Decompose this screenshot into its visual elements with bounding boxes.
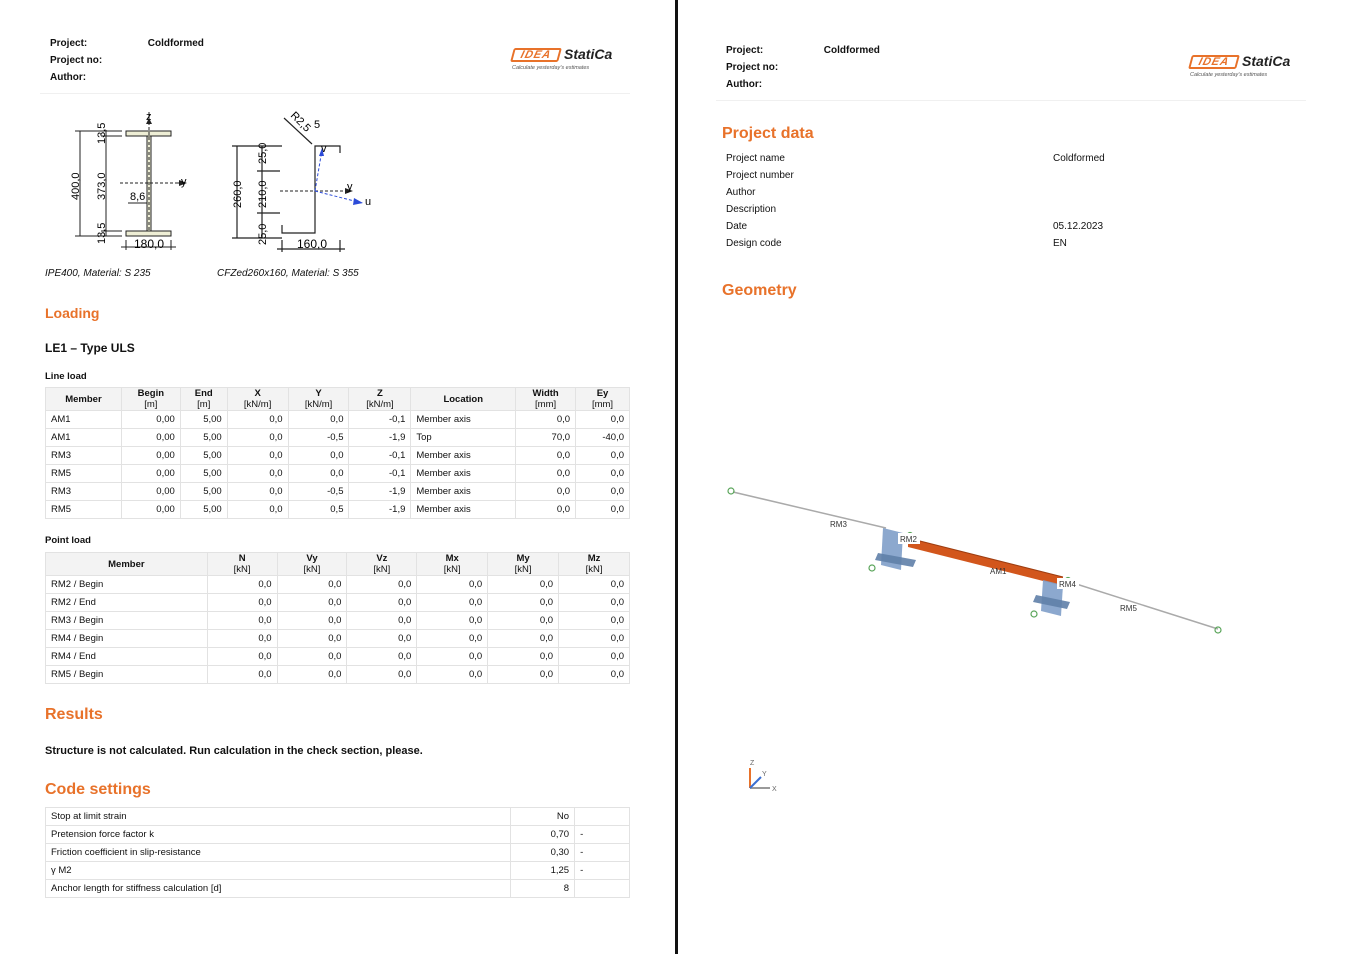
settings-row [46, 880, 630, 898]
table-cell: 0,00 [121, 447, 180, 465]
header-name: N [238, 553, 246, 564]
project-data-key: Description [726, 204, 777, 215]
table-cell: 0,0 [347, 612, 417, 630]
table-cell: 0,0 [576, 483, 630, 501]
header-name: Ey [596, 388, 609, 399]
header-name: Location [443, 393, 484, 405]
setting-value: No [511, 808, 575, 826]
header-name: Mx [445, 553, 459, 564]
header-unit: [mm] [535, 399, 557, 410]
table-cell: 0,0 [207, 594, 277, 612]
table-cell: 0,0 [227, 501, 288, 519]
table-row [46, 411, 630, 429]
ipe-caption: IPE400, Material: S 235 [45, 268, 151, 279]
header-unit: [kN] [514, 564, 532, 575]
project-data-row [726, 187, 1286, 204]
table-cell: 0,0 [227, 411, 288, 429]
table-cell: 5,00 [180, 411, 227, 429]
ipe-height-label: 400,0 [70, 172, 82, 200]
table-cell: 0,0 [488, 594, 559, 612]
settings-row [46, 844, 630, 862]
table-cell: 0,0 [277, 612, 347, 630]
table-row [46, 630, 630, 648]
header-name: End [194, 388, 213, 399]
table-cell: 0,0 [207, 648, 277, 666]
table-cell: 0,0 [227, 447, 288, 465]
setting-value: 0,70 [511, 826, 575, 844]
table-cell: 0,0 [288, 465, 349, 483]
axis-y-label: Y [762, 771, 767, 778]
table-cell: 0,0 [559, 648, 630, 666]
project-no-label: Project no: [50, 55, 103, 66]
line-load-title: Line load [45, 371, 87, 382]
ipe-inner-label: 373,0 [96, 172, 108, 200]
project-data-row [726, 238, 1286, 255]
table-cell: 0,00 [121, 429, 180, 447]
table-cell: RM4 / Begin [46, 630, 208, 648]
header-name: Mz [587, 553, 601, 564]
table-cell: 0,0 [227, 483, 288, 501]
support-icon [1031, 611, 1037, 617]
table-row [46, 483, 630, 501]
point-load-table [45, 552, 630, 684]
point-load-header [207, 553, 277, 576]
line-load-header [180, 388, 227, 411]
cfz-thickness-label: 5 [314, 119, 321, 131]
setting-unit: - [575, 844, 630, 862]
header-name: Y [315, 388, 322, 399]
page-header [40, 30, 630, 94]
table-cell: Member axis [411, 501, 516, 519]
table-cell: 0,0 [417, 666, 488, 684]
table-cell: Member axis [411, 465, 516, 483]
table-cell: 0,0 [288, 447, 349, 465]
ipe-section-drawing [60, 108, 200, 260]
table-cell: 0,00 [121, 501, 180, 519]
project-label: Project: [726, 45, 764, 56]
table-cell: 0,0 [559, 594, 630, 612]
table-cell: 0,0 [516, 465, 576, 483]
line-load-header [516, 388, 576, 411]
table-cell: 5,00 [180, 483, 227, 501]
table-cell: Top [411, 429, 516, 447]
setting-value: 1,25 [511, 862, 575, 880]
logo-tagline: Calculate yesterday's estimates [512, 65, 590, 71]
header-unit: [kN] [233, 564, 251, 575]
table-row [46, 465, 630, 483]
setting-unit: - [575, 826, 630, 844]
table-cell: Member axis [411, 447, 516, 465]
label-rm3: RM3 [830, 520, 847, 529]
setting-value: 0,30 [511, 844, 575, 862]
table-cell: 0,0 [207, 576, 277, 594]
table-row [46, 429, 630, 447]
setting-name: Pretension force factor k [46, 826, 511, 844]
table-cell: 0,0 [347, 630, 417, 648]
table-row [46, 576, 630, 594]
table-cell: -0,5 [288, 483, 349, 501]
cfz-width-label: 160,0 [297, 237, 328, 251]
setting-unit [575, 880, 630, 898]
table-cell: 5,00 [180, 465, 227, 483]
report-page-left [0, 0, 675, 954]
table-cell: RM3 [46, 447, 122, 465]
table-cell: 0,0 [347, 576, 417, 594]
point-load-header [46, 553, 208, 576]
results-heading: Results [45, 706, 103, 723]
member-rm5 [1070, 582, 1218, 629]
table-cell: RM3 [46, 483, 122, 501]
project-no-label: Project no: [726, 62, 779, 73]
header-name: Vz [376, 553, 388, 564]
header-unit: [m] [197, 399, 211, 410]
table-cell: 0,0 [227, 429, 288, 447]
author-label: Author: [50, 72, 87, 83]
cfz-inner-label: 210,0 [257, 180, 269, 208]
project-data-key: Design code [726, 238, 782, 249]
geometry-3d-view [718, 470, 1238, 800]
table-cell: 0,0 [277, 648, 347, 666]
table-cell: 0,0 [516, 483, 576, 501]
label-rm5: RM5 [1120, 604, 1137, 613]
project-value: Coldformed [823, 45, 880, 56]
table-cell: RM2 / End [46, 594, 208, 612]
project-data-row [726, 153, 1286, 170]
setting-name: Anchor length for stiffness calculation [d] [46, 880, 511, 898]
code-settings-table [45, 807, 630, 898]
table-cell: -1,9 [349, 429, 411, 447]
project-data-value: Coldformed [1053, 153, 1105, 164]
point-load-title: Point load [45, 535, 91, 546]
setting-name: Stop at limit strain [46, 808, 511, 826]
table-cell: 0,0 [576, 501, 630, 519]
table-row [46, 594, 630, 612]
results-message: Structure is not calculated. Run calculation in the check section, please. [45, 745, 423, 757]
header-name: My [516, 553, 530, 564]
point-load-header [347, 553, 417, 576]
project-data-value: EN [1053, 238, 1067, 249]
project-row [50, 38, 204, 49]
cfz-caption: CFZed260x160, Material: S 355 [217, 268, 359, 279]
table-cell: 0,5 [288, 501, 349, 519]
table-cell: 0,0 [559, 576, 630, 594]
axis-z-label: Z [750, 760, 755, 767]
label-rm2: RM2 [900, 535, 917, 544]
table-cell: -1,9 [349, 483, 411, 501]
header-unit: [kN/m] [366, 399, 394, 410]
table-cell: -0,1 [349, 411, 411, 429]
setting-name: γ M2 [46, 862, 511, 880]
project-data-key: Project number [726, 170, 794, 181]
table-row [46, 666, 630, 684]
point-load-header [417, 553, 488, 576]
header-unit: [kN/m] [243, 399, 272, 410]
point-load-header [277, 553, 347, 576]
table-cell: -1,9 [349, 501, 411, 519]
axis-x-label: X [772, 786, 777, 793]
project-data-row [726, 221, 1286, 238]
project-data-list [726, 153, 1286, 255]
cfz-lip-top-label: 25,0 [257, 142, 269, 164]
table-cell: 0,0 [288, 411, 349, 429]
table-cell: AM1 [46, 411, 122, 429]
table-cell: 0,0 [417, 576, 488, 594]
project-data-row [726, 204, 1286, 221]
table-cell: 0,0 [488, 630, 559, 648]
label-am1: AM1 [990, 567, 1007, 576]
table-cell: 0,0 [576, 447, 630, 465]
table-cell: 0,0 [576, 465, 630, 483]
header-name: Member [108, 558, 145, 570]
header-name: Begin [137, 388, 165, 399]
member-am1 [908, 538, 1063, 586]
cfz-lip-bottom-label: 25,0 [257, 223, 269, 245]
project-data-row [726, 170, 1286, 187]
point-load-header [559, 553, 630, 576]
point-load-header [488, 553, 559, 576]
table-cell: Member axis [411, 411, 516, 429]
ipe-width-label: 180,0 [134, 237, 165, 251]
author-label: Author: [726, 79, 763, 90]
project-data-key: Date [726, 221, 748, 232]
company-logo [1190, 53, 1305, 83]
table-cell: 0,0 [347, 648, 417, 666]
ipe-flange-top-label: 13,5 [96, 122, 108, 144]
author-row [726, 79, 821, 90]
table-cell: 0,0 [277, 630, 347, 648]
ipe-web-label: 8,6 [130, 191, 146, 203]
setting-name: Friction coefficient in slip-resistance [46, 844, 511, 862]
table-cell: 0,00 [121, 483, 180, 501]
project-data-key: Project name [726, 153, 785, 164]
logo-mark: IDEA [510, 48, 562, 62]
header-unit: [m] [144, 399, 158, 410]
table-cell: 0,0 [207, 630, 277, 648]
table-cell: 0,0 [559, 612, 630, 630]
member-rm3 [733, 492, 886, 528]
table-cell: -0,5 [288, 429, 349, 447]
cfz-v-label: v [321, 143, 327, 155]
ipe-flange-bottom-label: 13,5 [96, 222, 108, 244]
table-cell: 0,0 [576, 411, 630, 429]
page-header-right [716, 37, 1306, 101]
table-cell: 0,0 [227, 465, 288, 483]
table-cell: 0,0 [417, 594, 488, 612]
table-cell: RM4 / End [46, 648, 208, 666]
table-row [46, 501, 630, 519]
project-data-value: 05.12.2023 [1053, 221, 1104, 232]
setting-value: 8 [511, 880, 575, 898]
table-row [46, 612, 630, 630]
table-cell: 0,00 [121, 411, 180, 429]
line-load-header [576, 388, 630, 411]
table-cell: 0,0 [488, 666, 559, 684]
logo-name: StatiCa [564, 46, 613, 62]
table-cell: 0,0 [516, 411, 576, 429]
line-load-header [349, 388, 411, 411]
table-cell: 5,00 [180, 429, 227, 447]
header-name: Z [377, 388, 383, 399]
logo-name: StatiCa [1242, 53, 1291, 69]
project-value: Coldformed [147, 38, 204, 49]
line-load-header [288, 388, 349, 411]
logo-mark: IDEA [1188, 55, 1240, 69]
project-row [726, 45, 880, 56]
table-cell: 5,00 [180, 447, 227, 465]
support-icon [728, 488, 734, 494]
table-cell: 0,0 [277, 666, 347, 684]
author-row [50, 72, 145, 83]
table-cell: 0,0 [417, 648, 488, 666]
table-cell: 5,00 [180, 501, 227, 519]
table-cell: 0,00 [121, 465, 180, 483]
settings-row [46, 808, 630, 826]
line-load-header [411, 388, 516, 411]
table-cell: 0,0 [488, 576, 559, 594]
header-unit: [kN/m] [304, 399, 333, 410]
table-cell: 0,0 [488, 612, 559, 630]
table-cell: Member axis [411, 483, 516, 501]
table-cell: 70,0 [516, 429, 576, 447]
code-settings-heading: Code settings [45, 781, 151, 798]
table-cell: -0,1 [349, 465, 411, 483]
table-cell: 0,0 [207, 666, 277, 684]
table-cell: RM5 [46, 501, 122, 519]
table-cell: -0,1 [349, 447, 411, 465]
table-cell: 0,0 [516, 447, 576, 465]
loading-heading: Loading [45, 305, 100, 321]
table-cell: 0,0 [559, 666, 630, 684]
project-no-row [726, 62, 821, 73]
table-row [46, 648, 630, 666]
table-cell: RM2 / Begin [46, 576, 208, 594]
table-cell: 0,0 [559, 630, 630, 648]
line-load-header [121, 388, 180, 411]
logo-tagline: Calculate yesterday's estimates [1190, 72, 1268, 78]
report-page-right [678, 0, 1351, 954]
table-cell: -40,0 [576, 429, 630, 447]
header-unit: [kN] [373, 564, 391, 575]
table-cell: RM3 / Begin [46, 612, 208, 630]
table-cell: 0,0 [417, 612, 488, 630]
geometry-heading: Geometry [722, 282, 797, 299]
table-cell: 0,0 [347, 594, 417, 612]
header-unit: [kN] [585, 564, 603, 575]
table-cell: RM5 [46, 465, 122, 483]
table-cell: 0,0 [277, 576, 347, 594]
support-icon [869, 565, 875, 571]
company-logo [512, 46, 627, 76]
header-unit: [kN] [303, 564, 321, 575]
cfz-u-label: u [365, 196, 372, 208]
project-data-key: Author [726, 187, 756, 198]
cfz-y-label: y [347, 181, 353, 193]
table-cell: 0,0 [516, 501, 576, 519]
y-axis-label: y [181, 176, 187, 188]
project-no-row [50, 55, 145, 66]
table-cell: 0,0 [417, 630, 488, 648]
header-unit: [mm] [591, 399, 614, 410]
table-cell: 0,0 [277, 594, 347, 612]
cfz-radius-label: R2,5 [287, 109, 313, 135]
table-cell: 0,0 [347, 666, 417, 684]
table-cell: 0,0 [207, 612, 277, 630]
header-name: Width [532, 388, 559, 399]
settings-row [46, 862, 630, 880]
cfz-section-drawing [222, 108, 382, 260]
table-cell: AM1 [46, 429, 122, 447]
table-cell: RM5 / Begin [46, 666, 208, 684]
settings-row [46, 826, 630, 844]
header-name: Member [65, 393, 102, 405]
line-load-table [45, 387, 630, 519]
line-load-header [227, 388, 288, 411]
header-name: Vy [306, 553, 318, 564]
load-case-title: LE1 – Type ULS [45, 341, 135, 355]
table-cell: 0,0 [488, 648, 559, 666]
axis-triad [750, 760, 777, 793]
support-icon [1215, 627, 1221, 633]
project-data-heading: Project data [722, 125, 814, 142]
z-axis-label: z [146, 111, 152, 123]
setting-unit: - [575, 862, 630, 880]
header-unit: [kN] [443, 564, 461, 575]
table-row [46, 447, 630, 465]
cfz-height-label: 260,0 [232, 180, 244, 208]
label-rm4: RM4 [1059, 580, 1076, 589]
setting-unit [575, 808, 630, 826]
project-label: Project: [50, 38, 88, 49]
line-load-header [46, 388, 122, 411]
header-name: X [254, 388, 261, 399]
